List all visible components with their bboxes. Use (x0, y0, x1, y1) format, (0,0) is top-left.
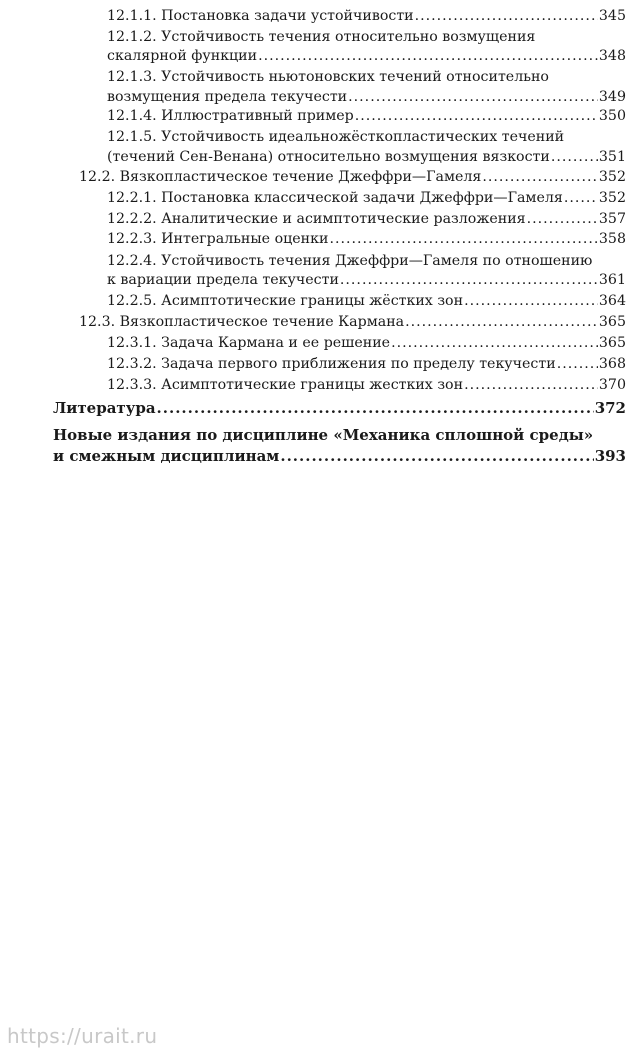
leader-dots (391, 333, 598, 353)
toc-entry-title: 12.1.4. Иллюстративный пример (107, 108, 354, 124)
toc-entry (107, 209, 626, 229)
toc-entry-title: 12.2.3. Интегральные оценки (107, 231, 329, 247)
toc-page-number: 358 (598, 231, 626, 247)
toc-page-number: 393 (594, 447, 626, 465)
toc-entry (53, 446, 626, 466)
toc-entry-title: и смежным дисциплинам (53, 447, 280, 465)
leader-dots (340, 270, 598, 290)
toc-entry-title: 12.2.1. Постановка классической задачи Джеффри—Гамеля (107, 190, 563, 206)
leader-dots (258, 46, 598, 66)
toc-page-number: 357 (598, 211, 626, 227)
leader-dots (157, 398, 594, 418)
toc-page-number: 349 (598, 89, 626, 105)
toc-entry-title: возмущения предела текучести (107, 89, 348, 105)
toc-entry (107, 333, 626, 353)
toc-entry-title: скалярной функции (107, 48, 258, 64)
toc-entry-title: 12.3.1. Задача Кармана и ее решение (107, 335, 391, 351)
toc-page-number: 370 (598, 377, 626, 393)
toc-page-number: 364 (598, 293, 626, 309)
leader-dots (564, 188, 598, 208)
toc-entry (107, 147, 626, 167)
toc-entry-title: (течений Сен-Венана) относительно возмущения вязкости (107, 149, 550, 165)
toc-entry-title: 12.2.5. Асимптотические границы жёстких зон (107, 293, 464, 309)
leader-dots (557, 354, 598, 374)
watermark-url: https://urait.ru (7, 1024, 158, 1048)
toc-page-number: 350 (598, 108, 626, 124)
toc-entry-title-line: 12.1.3. Устойчивость ньютоновских течений относительно (107, 69, 549, 85)
toc-page-number: 345 (598, 8, 626, 24)
toc-entry-title: 12.1.1. Постановка задачи устойчивости (107, 8, 414, 24)
toc-entry (107, 229, 626, 249)
leader-dots (464, 291, 598, 311)
toc-entry-title: Литература (53, 399, 156, 417)
toc-entry-title-line: 12.2.4. Устойчивость течения Джеффри—Гамеля по отношению (107, 253, 593, 269)
toc-entry (107, 6, 626, 26)
toc-entry (107, 87, 626, 107)
leader-dots (415, 6, 598, 26)
leader-dots (551, 147, 598, 167)
toc-entry-title: 12.2. Вязкопластическое течение Джеффри—Гамеля (79, 169, 482, 185)
leader-dots (329, 229, 597, 249)
toc-page-number: 365 (598, 335, 626, 351)
toc-entry-title-line: 12.1.2. Устойчивость течения относительно возмущения (107, 29, 536, 45)
toc-entry-title: 12.3.3. Асимптотические границы жестких зон (107, 377, 464, 393)
toc-page-number: 365 (598, 314, 626, 330)
toc-page-number: 368 (598, 356, 626, 372)
toc-entry (53, 398, 626, 418)
leader-dots (280, 446, 593, 466)
toc-entry (107, 188, 626, 208)
toc-page-number: 352 (598, 169, 626, 185)
toc-entry-title-line: Новые издания по дисциплине «Механика сплошной среды» (53, 426, 594, 444)
toc-page-number: 351 (598, 149, 626, 165)
toc-entry (79, 312, 626, 332)
toc-entry (107, 106, 626, 126)
toc-page-number: 361 (598, 272, 626, 288)
toc-entry (107, 46, 626, 66)
toc-entry (107, 375, 626, 395)
leader-dots (527, 209, 598, 229)
toc-page-number: 352 (598, 190, 626, 206)
leader-dots (464, 375, 598, 395)
toc-entry-title: 12.2.2. Аналитические и асимптотические разложения (107, 211, 526, 227)
leader-dots (482, 167, 598, 187)
toc-entry-title: 12.3. Вязкопластическое течение Кармана (79, 314, 405, 330)
toc-entry-title: к вариации предела текучести (107, 272, 339, 288)
toc-entry (107, 291, 626, 311)
leader-dots (348, 87, 598, 107)
toc-entry (107, 270, 626, 290)
toc-page-number: 348 (598, 48, 626, 64)
leader-dots (405, 312, 598, 332)
toc-page-number: 372 (594, 399, 626, 417)
leader-dots (355, 106, 598, 126)
toc-entry (107, 354, 626, 374)
toc-entry-title: 12.3.2. Задача первого приближения по пределу текучести (107, 356, 556, 372)
toc-entry (79, 167, 626, 187)
toc-entry-title-line: 12.1.5. Устойчивость идеальножёсткопластических течений (107, 129, 565, 145)
